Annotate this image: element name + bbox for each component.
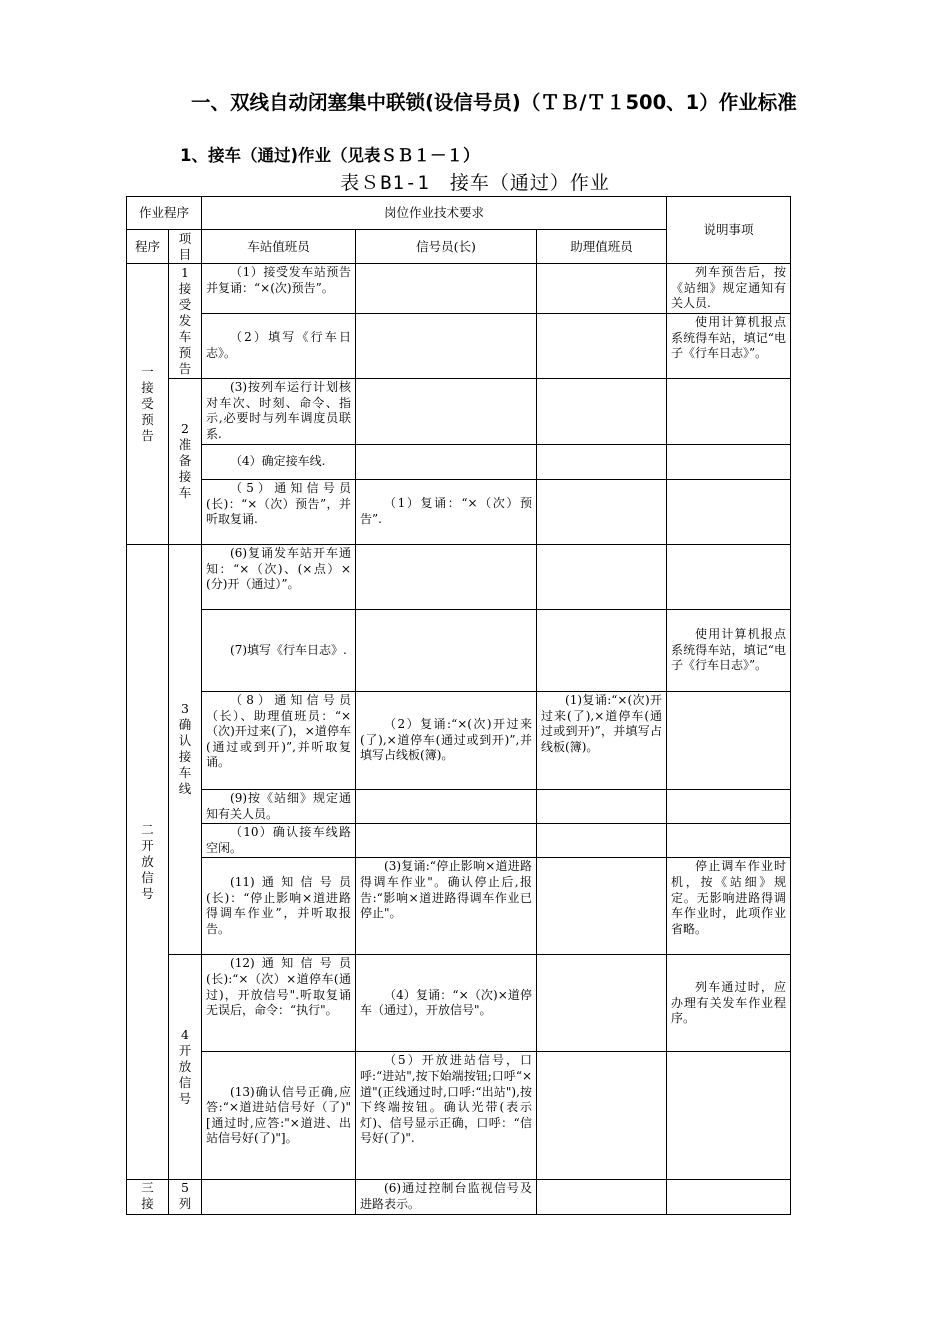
table-row bbox=[127, 479, 791, 544]
table-row bbox=[127, 313, 791, 378]
notes-cell: 列车预告后，按《站细》规定通知有关人员. bbox=[667, 264, 791, 314]
section-subtitle: 1、接车（通过)作业（见表ＳＢ１－１） bbox=[180, 146, 480, 165]
item-cell bbox=[169, 378, 202, 544]
item-label: 4开放信号 bbox=[178, 1027, 192, 1107]
station-duty-cell: （1）接受发车站预告并复诵：“×(次)预告”。 bbox=[202, 264, 356, 314]
table-row bbox=[127, 789, 791, 823]
station-duty-cell: (6)复诵发车站开车通知：“×（次)、(×点）×(分)开（通过）”。 bbox=[202, 544, 356, 609]
step-label: 一接受预告 bbox=[141, 363, 154, 443]
signalman-cell bbox=[356, 824, 537, 858]
signalman-cell bbox=[356, 609, 537, 691]
notes-cell bbox=[667, 789, 791, 823]
station-duty-cell: （10）确认接车线路空闲。 bbox=[202, 824, 356, 858]
document-title: 一、双线自动闭塞集中联锁(设信号员)（ＴＢ/Ｔ１500、1）作业标准 bbox=[191, 91, 797, 114]
table-row bbox=[127, 824, 791, 858]
station-duty-cell: (12)通知信号员(长):“×（次）×道停车(通过)，开放信号".听取复诵无误后，命令：“执行"。 bbox=[202, 955, 356, 1052]
signalman-cell: （2）复诵:“×(次)开过来(了),×道停车(通过或到开)”,并填写占线板(簿)。 bbox=[356, 691, 537, 789]
step-cell bbox=[127, 544, 169, 1179]
item-cell bbox=[169, 544, 202, 954]
station-duty-cell: （8）通知信号员（长）、助理值班员：“×（次)开过来(了)，×道停车(通过或到开)”,并听取复诵。 bbox=[202, 691, 356, 789]
header-signalman: 信号员(长) bbox=[356, 230, 537, 264]
assistant-cell bbox=[537, 789, 667, 823]
assistant-cell bbox=[537, 609, 667, 691]
station-duty-cell bbox=[202, 1180, 356, 1214]
signalman-cell: （1）复诵：“×（次）预告”. bbox=[356, 479, 537, 544]
station-duty-cell: （2）填写《行车日志》。 bbox=[202, 313, 356, 378]
notes-cell bbox=[667, 479, 791, 544]
station-duty-cell: （4）确定接车线. bbox=[202, 444, 356, 479]
assistant-cell: (1)复诵:“×(次)开过来(了),×道停车(通过或到开)”，并填写占线板(簿)。 bbox=[537, 691, 667, 789]
assistant-cell bbox=[537, 378, 667, 444]
station-duty-cell: （5）通知信号员(长)：“×（次）预告”，并听取复诵. bbox=[202, 479, 356, 544]
item-label: 3确认接车线 bbox=[178, 701, 192, 797]
table-row bbox=[127, 1052, 791, 1180]
notes-cell: 停止调车作业时机，按《站细》规定。无影响进路得调车作业时，此项作业省略。 bbox=[667, 858, 791, 955]
signalman-cell bbox=[356, 444, 537, 479]
header-requirements: 岗位作业技术要求 bbox=[202, 197, 667, 230]
assistant-cell bbox=[537, 858, 667, 955]
assistant-cell bbox=[537, 313, 667, 378]
table-row bbox=[127, 955, 791, 1052]
item-cell bbox=[169, 955, 202, 1180]
notes-cell: 列车通过时，应办理有关发车作业程序。 bbox=[667, 955, 791, 1052]
signalman-cell bbox=[356, 378, 537, 444]
station-duty-cell: (13)确认信号正确,应答:“×道进站信号好（了)"[通过时,应答:"×道进、出站信号好(了)"]。 bbox=[202, 1052, 356, 1180]
signalman-cell: (3)复诵:“停止影响×道进路得调车作业"。确认停止后,报告:“影响×道进路得调车作业已停止"。 bbox=[356, 858, 537, 955]
header-step: 程序 bbox=[127, 230, 169, 264]
work-standard-table bbox=[126, 196, 791, 1215]
table-row bbox=[127, 691, 791, 789]
header-station-duty: 车站值班员 bbox=[202, 230, 356, 264]
table-row bbox=[127, 264, 791, 314]
item-cell bbox=[169, 1180, 202, 1214]
item-label: 1接受发车预告 bbox=[178, 264, 192, 376]
station-duty-cell: (11)通知信号员(长)：“停止影响×道进路得调车作业”，并听取报告。 bbox=[202, 858, 356, 955]
signalman-cell: （5）开放进站信号，口呼:“进站",按下始端按钮;口呼“×道"(正线通过时,口呼:“出站"),按下终端按钮。确认光带(表示灯)、信号显示正确，口呼：“信号好(了)". bbox=[356, 1052, 537, 1180]
item-cell bbox=[169, 264, 202, 379]
signalman-cell: (6)通过控制台监视信号及进路表示。 bbox=[356, 1180, 537, 1214]
signalman-cell bbox=[356, 264, 537, 314]
item-label: 2准备接车 bbox=[178, 421, 192, 501]
table-row bbox=[127, 1180, 791, 1214]
step-label: 二开放信号 bbox=[141, 821, 154, 901]
header-notes: 说明事项 bbox=[667, 197, 791, 264]
notes-cell: 使用计算机报点系统得车站，填记“电子《行车日志》”。 bbox=[667, 609, 791, 691]
header-item: 项目 bbox=[169, 230, 202, 264]
notes-cell bbox=[667, 1052, 791, 1180]
notes-cell bbox=[667, 544, 791, 609]
table-row bbox=[127, 444, 791, 479]
station-duty-cell: (3)按列车运行计划核对车次、时刻、命令、指示,必要时与列车调度员联系. bbox=[202, 378, 356, 444]
assistant-cell bbox=[537, 955, 667, 1052]
notes-cell bbox=[667, 1180, 791, 1214]
assistant-cell bbox=[537, 1180, 667, 1214]
step-label: 三接 bbox=[141, 1180, 154, 1212]
assistant-cell bbox=[537, 479, 667, 544]
step-cell bbox=[127, 264, 169, 545]
signalman-cell bbox=[356, 544, 537, 609]
signalman-cell: （4）复诵：“×（次)×道停车（通过），开放信号"。 bbox=[356, 955, 537, 1052]
assistant-cell bbox=[537, 444, 667, 479]
assistant-cell bbox=[537, 824, 667, 858]
step-cell bbox=[127, 1180, 169, 1214]
table-row bbox=[127, 378, 791, 444]
notes-cell bbox=[667, 824, 791, 858]
signalman-cell bbox=[356, 313, 537, 378]
assistant-cell bbox=[537, 1052, 667, 1180]
header-work-procedure: 作业程序 bbox=[127, 197, 202, 230]
table-row bbox=[127, 858, 791, 955]
assistant-cell bbox=[537, 544, 667, 609]
notes-cell bbox=[667, 691, 791, 789]
notes-cell bbox=[667, 444, 791, 479]
item-label: 5列 bbox=[178, 1180, 192, 1212]
station-duty-cell: (9)按《站细》规定通知有关人员。 bbox=[202, 789, 356, 823]
table-row bbox=[127, 544, 791, 609]
table-row bbox=[127, 609, 791, 691]
table-caption: 表ＳB1-1 接车（通过）作业 bbox=[340, 172, 610, 194]
station-duty-cell: (7)填写《行车日志》. bbox=[202, 609, 356, 691]
notes-cell: 使用计算机报点系统得车站，填记“电子《行车日志》”。 bbox=[667, 313, 791, 378]
header-assistant-duty: 助理值班员 bbox=[537, 230, 667, 264]
signalman-cell bbox=[356, 789, 537, 823]
assistant-cell bbox=[537, 264, 667, 314]
notes-cell bbox=[667, 378, 791, 444]
